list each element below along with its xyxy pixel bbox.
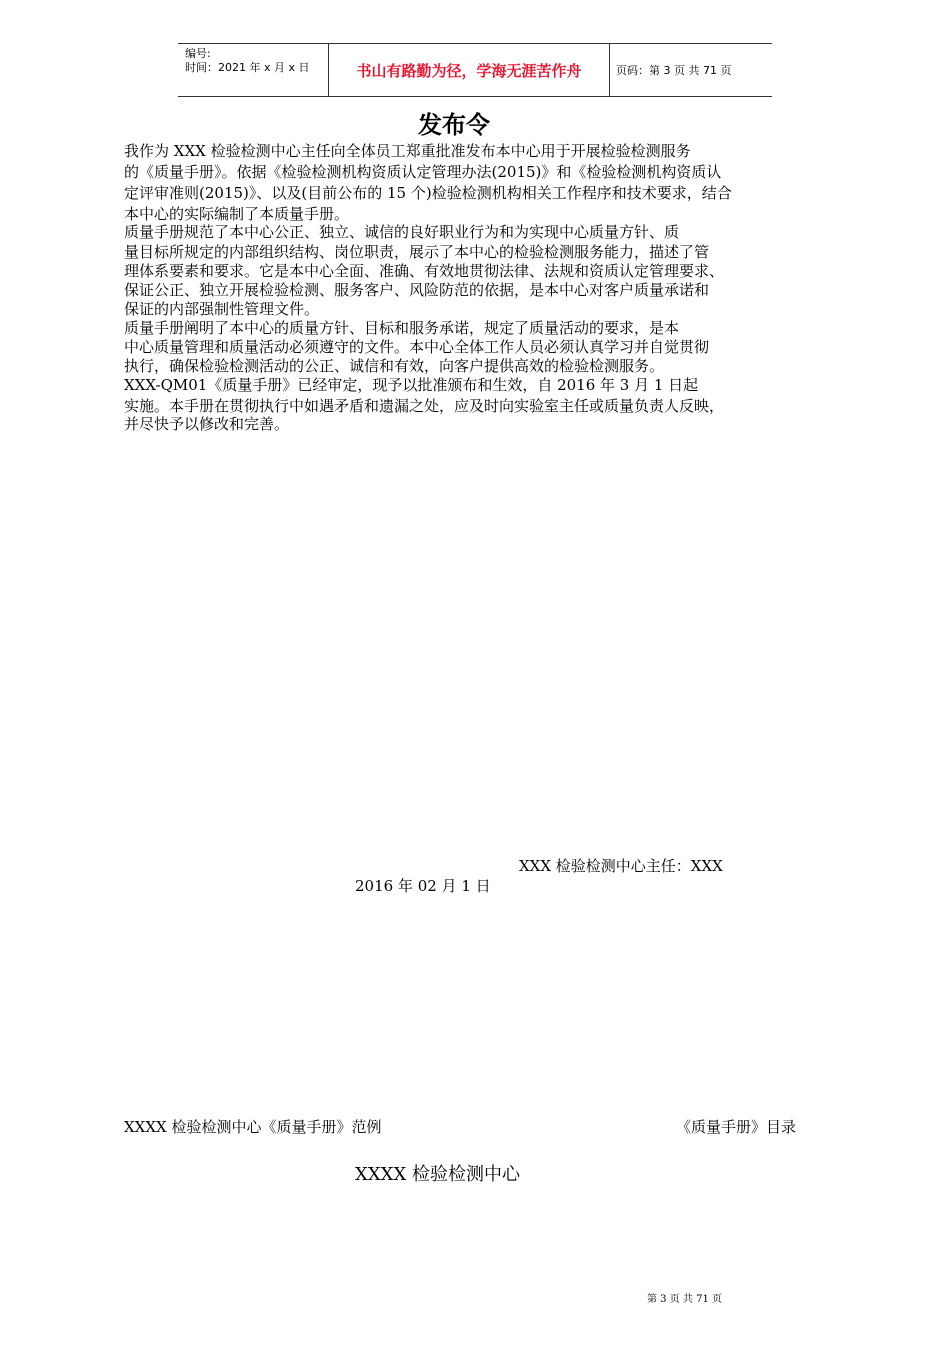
body-line: 定评审准则(2015)》、以及(目前公布的 15 个)检验检测机构相关工作程序和技术要求，结合 [124, 184, 732, 202]
body-line: 中心质量管理和质量活动必须遵守的文件。本中心全体工作人员必须认真学习并自觉贯彻 [124, 338, 710, 356]
body-line: 的《质量手册》。依据《检验检测机构资质认定管理办法(2015)》和《检验检测机构资质认 [124, 163, 722, 181]
header-meta-cell [178, 44, 329, 96]
page-header [178, 43, 772, 97]
footer-left-title: XXXX 检验检测中心《质量手册》范例 [124, 1118, 382, 1136]
header-number-label: 编号: [185, 47, 211, 60]
body-line: 我作为 XXX 检验检测中心主任向全体员工郑重批准发布本中心用于开展检验检测服务 [124, 142, 691, 160]
body-line: XXX-QM01《质量手册》已经审定，现予以批准颁布和生效，自 2016 年 3 月 1 日起 [124, 376, 699, 394]
body-line: 理体系要素和要求。它是本中心全面、准确、有效地贯彻法律、法规和资质认定管理要求、 [124, 262, 725, 280]
header-page-label: 页码：第 3 页 共 71 页 [616, 64, 732, 77]
footer-right-title: 《质量手册》目录 [676, 1118, 797, 1136]
body-line: 保证公正、独立开展检验检测、服务客户、风险防范的依据，是本中心对客户质量承诺和 [124, 281, 710, 299]
body-line: 质量手册规范了本中心公正、独立、诚信的良好职业行为和为实现中心质量方针、质 [124, 223, 680, 241]
document-title: 发布令 [418, 111, 490, 139]
body-line: 质量手册阐明了本中心的质量方针、目标和服务承诺，规定了质量活动的要求，是本 [124, 319, 680, 337]
signature-director: XXX 检验检测中心主任：XXX [519, 857, 723, 875]
body-line: 本中心的实际编制了本质量手册。 [124, 205, 350, 223]
header-time-label: 时间：2021 年 x 月 x 日 [185, 61, 310, 74]
body-line: 执行，确保检验检测活动的公正、诚信和有效，向客户提供高效的检验检测服务。 [124, 357, 665, 375]
footer-organization: XXXX 检验检测中心 [355, 1164, 520, 1185]
body-line: 实施。本手册在贯彻执行中如遇矛盾和遗漏之处，应及时向实验室主任或质量负责人反映， [124, 397, 725, 415]
signature-date: 2016 年 02 月 1 日 [355, 877, 491, 895]
header-motto: 书山有路勤为径，学海无涯苦作舟 [329, 44, 610, 96]
footer-page-number: 第 3 页 共 71 页 [647, 1294, 722, 1305]
body-line: 并尽快予以修改和完善。 [124, 415, 290, 433]
body-line: 保证的内部强制性管理文件。 [124, 300, 320, 318]
body-line: 量目标所规定的内部组织结构、岗位职责，展示了本中心的检验检测服务能力，描述了管 [124, 243, 710, 261]
